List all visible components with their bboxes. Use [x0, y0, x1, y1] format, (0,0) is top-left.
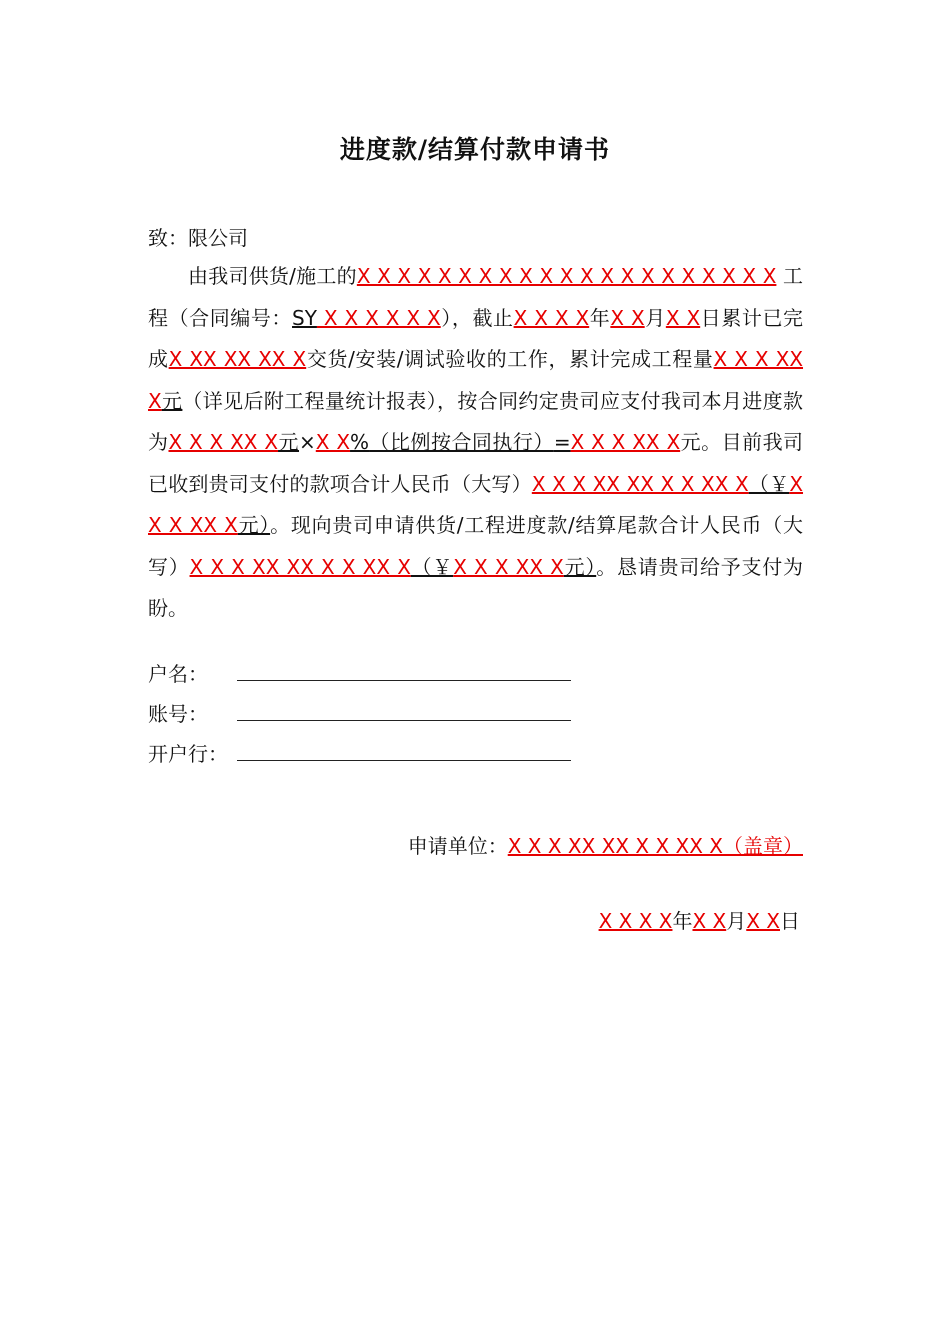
date-year-field[interactable]: X X X X [598, 909, 673, 933]
year-label: 年 [672, 909, 693, 933]
day-label: 日 [780, 909, 800, 933]
due-amount-field[interactable]: X X X XX X [570, 430, 681, 454]
yen-paren: （￥ [748, 471, 790, 496]
account-name-row [148, 658, 236, 687]
body-text: ），截止 [440, 305, 514, 330]
yuan-close: 元） [563, 554, 597, 579]
body-text: 元。目前我司已收到贵司支付的款项合计人民币（大写） [148, 430, 804, 496]
cutoff-year-field[interactable]: X X X X [513, 305, 590, 330]
account-name-input-line[interactable] [237, 680, 571, 681]
completed-amount-field[interactable]: X X X XX X [148, 347, 804, 413]
cutoff-day-field[interactable]: X X [665, 305, 701, 330]
account-number-input-line[interactable] [237, 720, 571, 721]
document-title: 进度款/结算付款申请书 [339, 135, 611, 164]
unit-yuan: 元 [278, 430, 300, 454]
date-day-field[interactable]: X X [746, 909, 780, 933]
bank-label: 开户行： [148, 742, 228, 766]
yen-paren: （￥ [410, 554, 454, 579]
body-text: 。现向贵司申请供货/工程进度款/结算尾款合计人民币（大写） [148, 513, 804, 579]
body-text: 年 [589, 305, 611, 330]
month-label: 月 [726, 909, 747, 933]
account-name-label: 户名： [148, 662, 208, 686]
account-number-row [148, 698, 236, 727]
received-capital-field[interactable]: X X X XX XX X X XX X [531, 471, 749, 496]
contract-number-field[interactable]: X X X X X X [316, 305, 441, 330]
applicant-unit-label: 申请单位： [407, 834, 508, 858]
received-amount-field[interactable]: X X X XX X [148, 471, 804, 537]
cutoff-month-field[interactable]: X X [610, 305, 645, 330]
body-text: 由我司供货/施工的 [188, 264, 357, 288]
signature-block [148, 826, 803, 867]
date-month-field[interactable]: X X [692, 909, 727, 933]
body-text: 。恳请贵司给予支付为盼。 [148, 554, 804, 620]
signature-date [599, 905, 800, 934]
ratio-note: （比例按合同执行） [369, 430, 554, 454]
scope-field[interactable]: X XX XX XX X [168, 347, 307, 371]
contract-prefix: SY [292, 305, 317, 330]
recipient-line: 致：限公司 [148, 226, 248, 250]
body-text: 月 [644, 305, 666, 330]
unit-yuan: 元 [161, 388, 183, 413]
applicant-unit-line [148, 826, 803, 867]
base-amount-field[interactable]: X X X XX X [168, 430, 279, 454]
bank-row [148, 738, 236, 767]
project-name-field[interactable]: X X X X X X X X X X X X X X X X X X X X X [356, 264, 777, 288]
applicant-unit-field[interactable]: X X X XX XX X X XX X（盖章） [507, 834, 803, 858]
body-text: 日累计已完成 [148, 305, 804, 371]
request-amount-field[interactable]: X X X XX X [453, 554, 564, 579]
equals-sign: = [553, 430, 571, 454]
request-body [148, 256, 803, 630]
times-sign: × [299, 430, 316, 454]
account-number-label: 账号： [148, 702, 208, 726]
body-text: （详见后附工程量统计报表），按合同约定贵司应支付我司本月进度款为 [148, 388, 804, 454]
percent-sign: % [350, 430, 370, 454]
bank-input-line[interactable] [237, 760, 571, 761]
body-text: 工程（合同编号： [148, 264, 803, 330]
body-text: 交货/安装/调试验收的工作，累计完成工程量 [306, 347, 714, 371]
percentage-field[interactable]: X X [315, 430, 351, 454]
request-capital-field[interactable]: X X X XX XX X X XX X [189, 554, 411, 579]
yuan-close: 元） [237, 513, 271, 537]
